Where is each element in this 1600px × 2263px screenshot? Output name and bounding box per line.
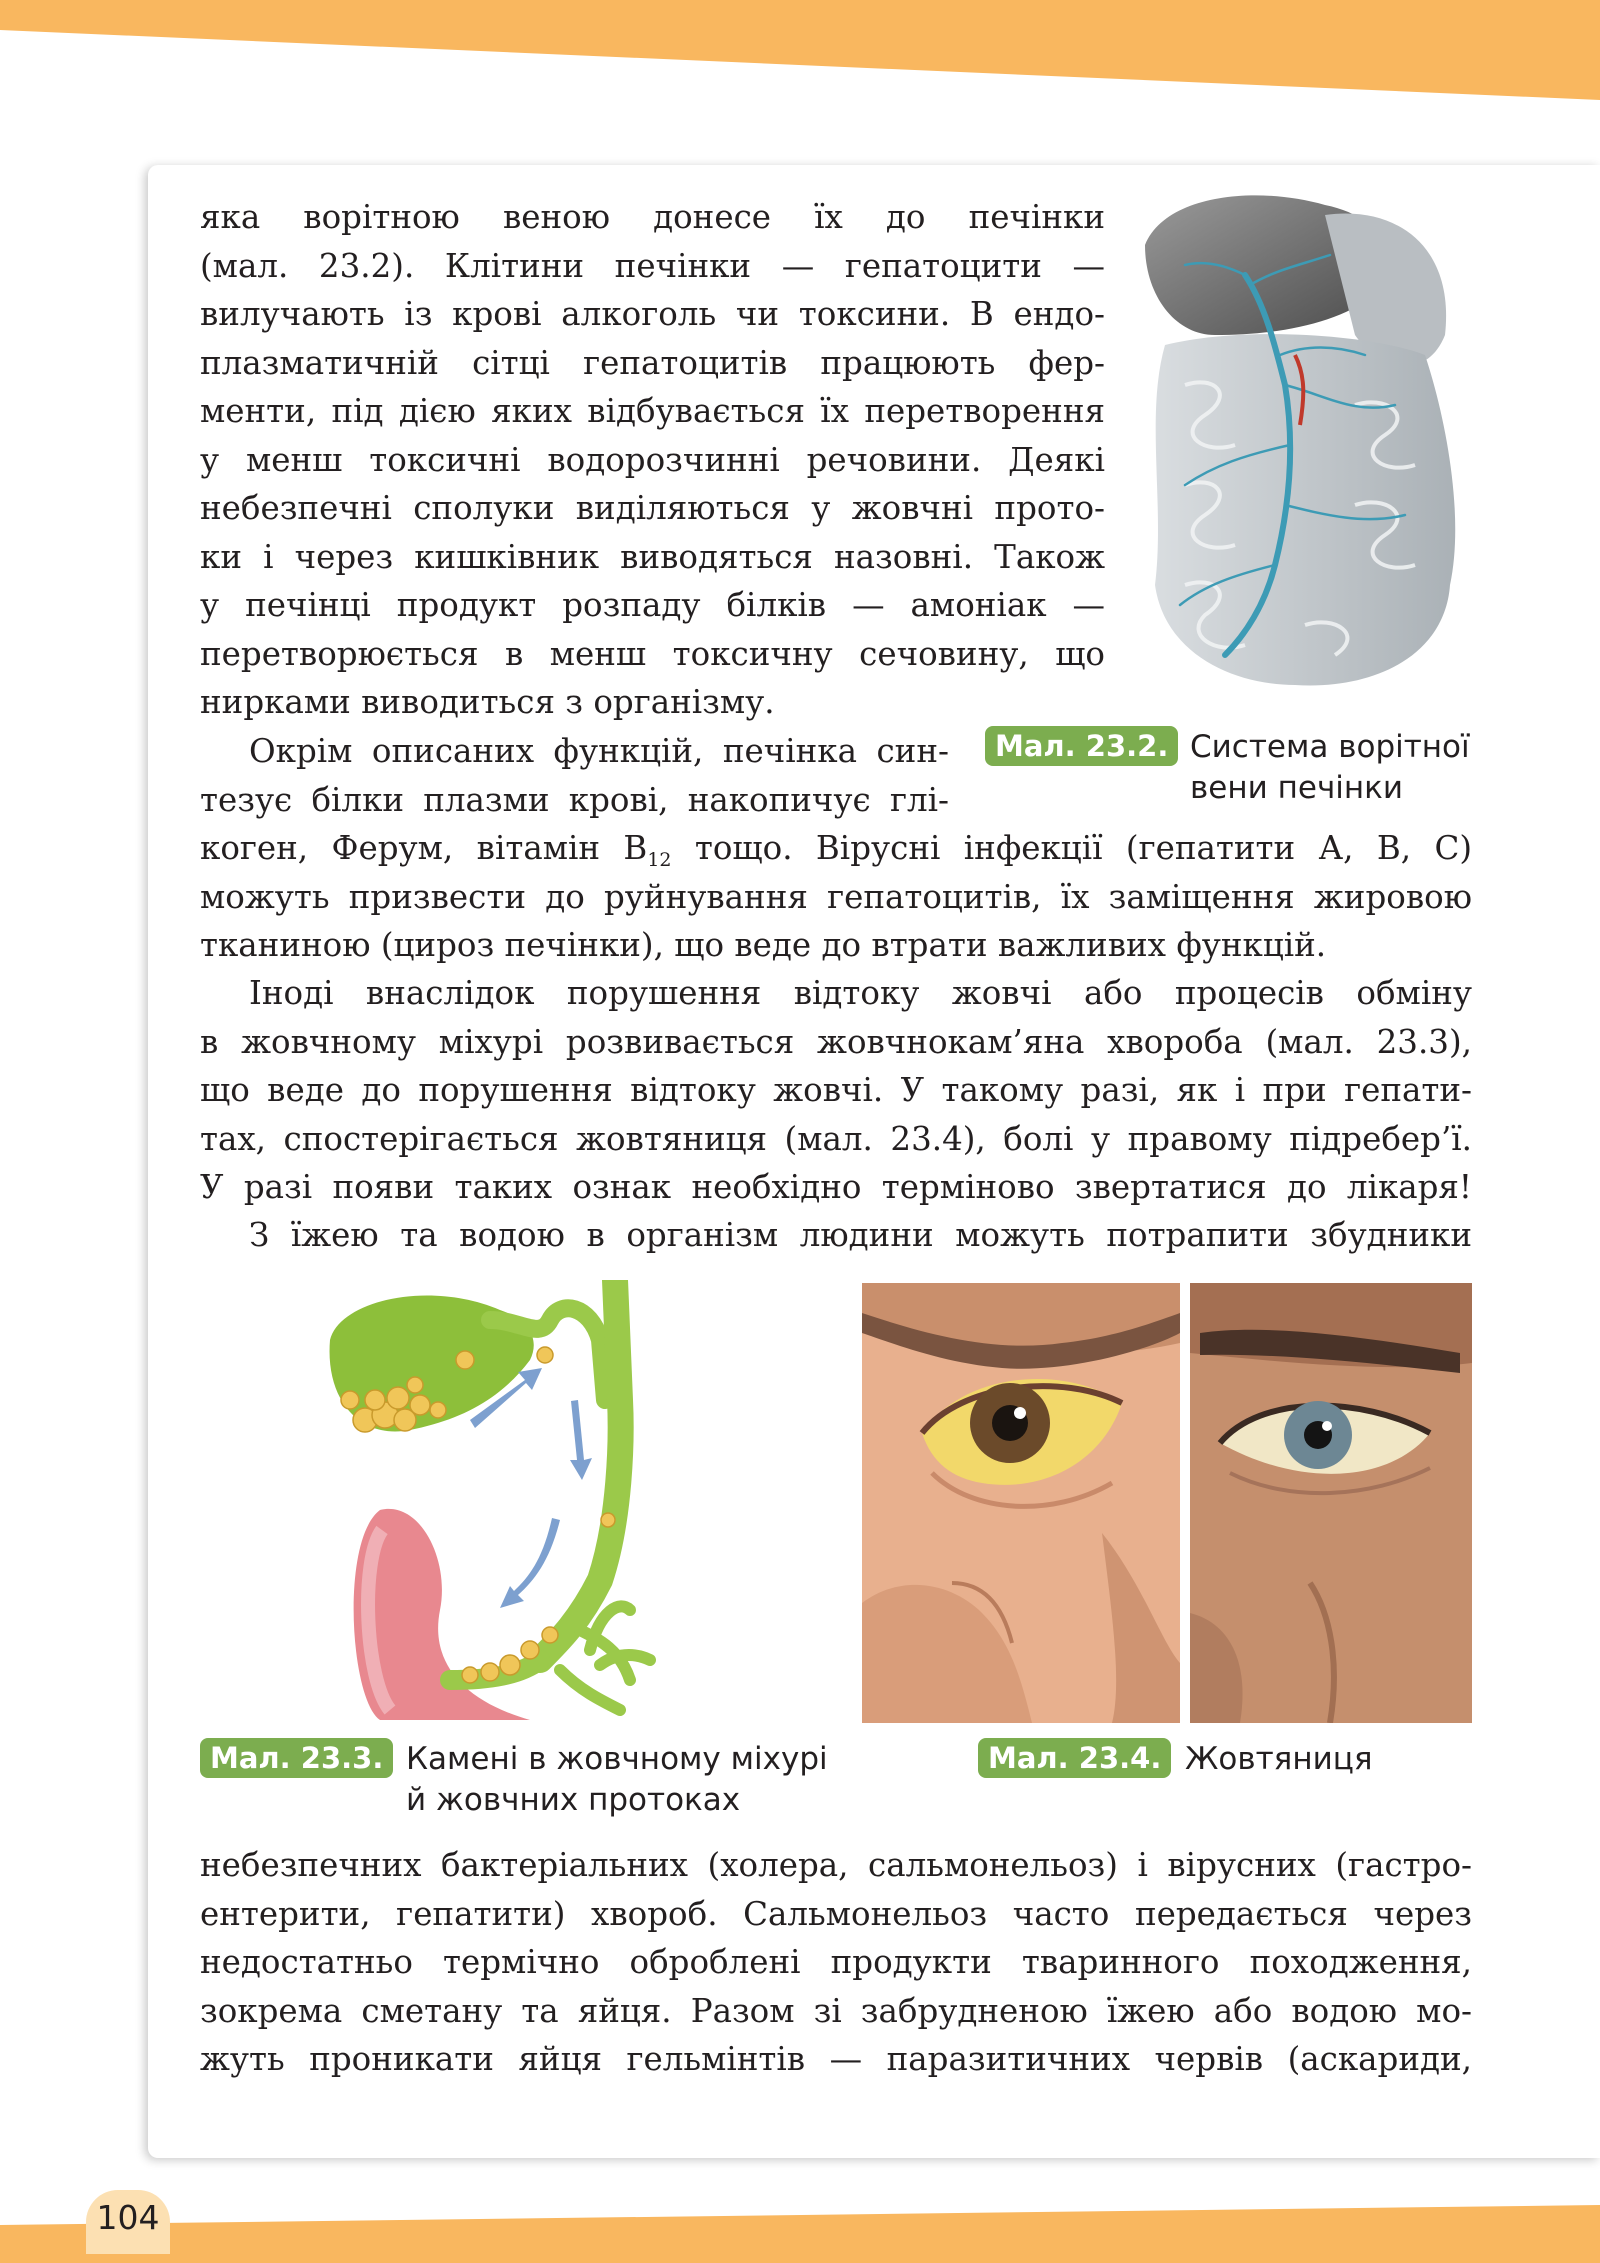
paragraph-5	[200, 1841, 1472, 2084]
text-line: нирками виводиться з організму.	[200, 683, 775, 721]
text-line: тах, спостерігається жовтяниця (мал. 23.4), болі у правому підребер’ї.	[200, 1119, 1472, 1158]
text-line: недостатньо термічно оброблені продукти тваринного походження,	[200, 1943, 1472, 1981]
text-line: жуть проникати яйця гельмінтів — паразитичних червів (аскариди,	[200, 2040, 1472, 2078]
caption-line: Жовтяниця	[1185, 1741, 1373, 1777]
text-fragment: тощо. Вірусні інфекції (гепатити А, В, С)	[671, 829, 1473, 867]
text-line: перетворюється в менш токсичну сечовину, що	[200, 634, 1105, 673]
page-number: 104	[96, 2198, 160, 2237]
text-line: тканиною (цироз печінки), що веде до втрати важливих функцій.	[200, 926, 1327, 964]
text-line-with-subscript	[200, 824, 1472, 873]
text-line: у менш токсичні водорозчинні речовини. Деякі	[200, 440, 1105, 479]
text-line: небезпечних бактеріальних (холера, сальмонельоз) і вірусних (гастро-	[200, 1846, 1472, 1884]
text-line: що веде до порушення відтоку жовчі. У такому разі, як і при гепати-	[200, 1071, 1472, 1109]
text-line: (мал. 23.2). Клітини печінки — гепатоцити —	[200, 246, 1105, 285]
text-line: у печінці продукт розпаду білків — амоніак —	[200, 586, 1105, 624]
caption-line: Камені в жовчному міхурі	[406, 1741, 828, 1777]
text-line: Іноді внаслідок порушення відтоку жовчі або процесів обміну	[249, 974, 1472, 1012]
paragraph-2-narrow	[200, 727, 949, 824]
text-line: вилучають із крові алкоголь чи токсини. В ендо-	[200, 295, 1105, 333]
paragraph-2-wide	[200, 824, 1472, 970]
figure-caption-23-3	[406, 1739, 828, 1821]
text-line: в жовчному міхурі розвивається жовчнокам’яна хвороба (мал. 23.3),	[200, 1022, 1472, 1061]
figure-label-23-4: Мал. 23.4.	[978, 1738, 1171, 1778]
text-line: ки і через кишківник виводяться назовні. Також	[200, 537, 1105, 576]
text-line: зокрема сметану та яйця. Разом зі забрудненою їжею або водою мо-	[200, 1991, 1472, 2030]
text-fragment: коген, Ферум, вітамін В	[200, 829, 648, 867]
text-line: З їжею та водою в організм людини можуть потрапити збудники	[249, 1216, 1472, 1254]
figure-label-23-2: Мал. 23.2.	[985, 726, 1178, 766]
caption-line: Система ворітної	[1190, 729, 1470, 765]
paragraph-1	[200, 193, 1105, 727]
text-line: Окрім описаних функцій, печінка син-	[249, 732, 949, 770]
text-line: менти, під дією яких відбувається їх перетворення	[200, 392, 1105, 430]
caption-line: й жовчних протоках	[406, 1782, 741, 1818]
text-line: тезує білки плазми крові, накопичує глі-	[200, 780, 949, 819]
jaundiced-eye-photo	[862, 1283, 1180, 1723]
paragraph-4	[249, 1211, 1472, 1260]
header-decoration	[0, 0, 1600, 110]
text-line: плазматичній сітці гепатоцитів працюють фер-	[200, 343, 1105, 382]
text-line: У разі появи таких ознак необхідно терміново звертатися до лікаря!	[200, 1168, 1472, 1206]
figure-label-23-3: Мал. 23.3.	[200, 1738, 393, 1778]
caption-line: вени печінки	[1190, 770, 1404, 806]
paragraph-3	[200, 969, 1472, 1212]
normal-eye-photo	[1190, 1283, 1472, 1723]
gallstones-illustration	[320, 1280, 660, 1720]
text-line: можуть призвести до руйнування гепатоцитів, їх заміщення жировою	[200, 877, 1472, 916]
portal-vein-illustration	[1125, 185, 1475, 715]
text-line: ентерити, гепатити) хвороб. Сальмонельоз часто передається через	[200, 1894, 1472, 1933]
text-line: небезпечні сполуки виділяються у жовчні прото-	[200, 489, 1105, 527]
figure-caption-23-2	[1190, 727, 1470, 809]
text-line: яка ворітною веною донесе їх до печінки	[200, 198, 1105, 236]
footer-decoration	[0, 2195, 1600, 2263]
figure-caption-23-4	[1185, 1739, 1373, 1780]
subscript: 12	[647, 849, 672, 871]
